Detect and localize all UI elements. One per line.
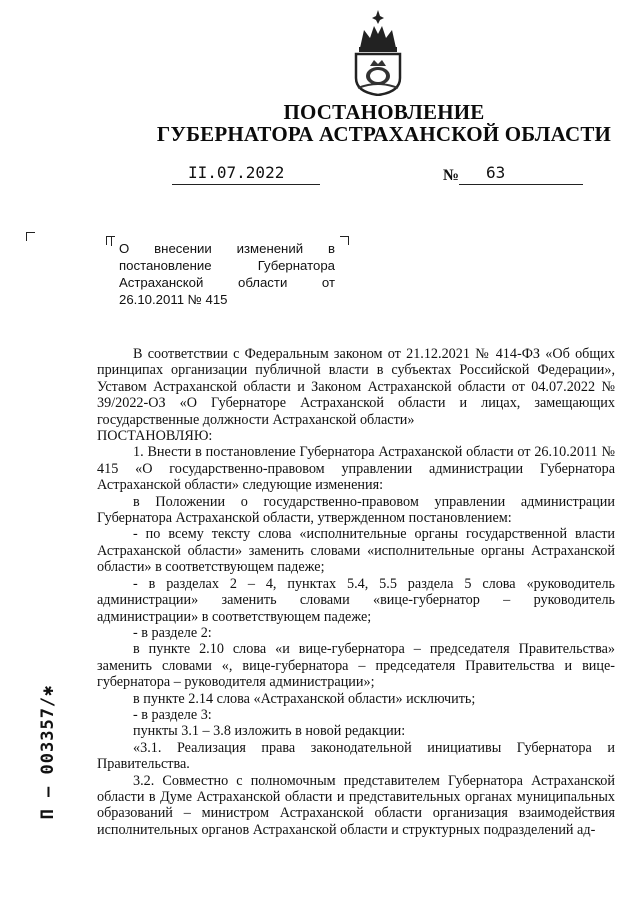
document-body <box>97 346 615 838</box>
resolution-heading: ПОСТАНОВЛЯЮ: <box>97 428 213 445</box>
paragraph-3: - по всему тексту слова «исполнительные органы государственной власти Астраханской области» заменить словами «исполнительные органы Астраханской области» в соответствующем падеже; <box>97 526 615 576</box>
paragraph-6: в пункте 2.10 слова «и вице-губернатора – председателя Правительства» заменить словами «, вице-губернатора – председателя Правительства и вице-губернатора – руководителя администрации»; <box>97 641 615 691</box>
margin-corner-mark <box>26 232 35 241</box>
paragraph-1: 1. Внести в постановление Губернатора Астраханской области от 26.10.2011 № 415 «О государственно-правовом управлении администрации Губернатора Астраханской области» следующие изменения: <box>97 444 615 494</box>
document-date: II.07.2022 <box>188 163 285 182</box>
paragraph-10: «3.1. Реализация права законодательной инициативы Губернатора и Правительства. <box>97 739 615 773</box>
subject-corner-mark-left-inner <box>111 236 112 246</box>
number-sign: № <box>443 167 460 184</box>
paragraph-7: в пункте 2.14 слова «Астраханской области» исключить; <box>133 690 476 707</box>
subject-corner-mark-right <box>340 236 349 245</box>
paragraph-4: - в разделах 2 – 4, пунктах 5.4, 5.5 раздела 5 слова «руководитель администрации» заменить словами «вице-губернатор – руководитель администрации» в соответствующем падеже; <box>97 575 615 625</box>
paragraph-2: в Положении о государственно-правовом управлении администрации Губернатора Астраханской области, утвержденном постановлением: <box>97 493 615 527</box>
paragraph-5: - в разделе 2: <box>133 624 212 641</box>
number-underline <box>459 164 583 185</box>
astrakhan-coat-of-arms-icon <box>350 8 406 96</box>
document-title: ПОСТАНОВЛЕНИЕ <box>283 100 485 124</box>
paragraph-9: пункты 3.1 – 3.8 изложить в новой редакции: <box>133 723 406 740</box>
document-subject: О внесении изменений в постановление Губернатора Астраханской области от 26.10.2011 № 415 <box>119 241 335 307</box>
document-number: 63 <box>486 163 506 182</box>
paragraph-8: - в разделе 3: <box>133 706 212 723</box>
document-issuer: ГУБЕРНАТОРА АСТРАХАНСКОЙ ОБЛАСТИ <box>156 122 612 146</box>
preamble-paragraph: В соответствии с Федеральным законом от 21.12.2021 № 414-ФЗ «Об общих принципах организации публичной власти в субъектах Российской Федерации», Уставом Астраханской области и Законом Астраханской области от 04.07.2022 № 39/2022-ОЗ «О Губернаторе Астраханской области и лицах, замещающих государственные должности Астраханской области» <box>97 346 615 428</box>
paragraph-11: 3.2. Совместно с полномочным представителем Губернатора Астраханской области в Думе Астраханской области и представительных органах муниципальных образований – министром Астраханской области организация взаимодействия исполнительных органов Астраханской области и структурных подразделений ад- <box>97 772 615 838</box>
registration-stamp: П – 003357/✱ <box>38 684 58 820</box>
